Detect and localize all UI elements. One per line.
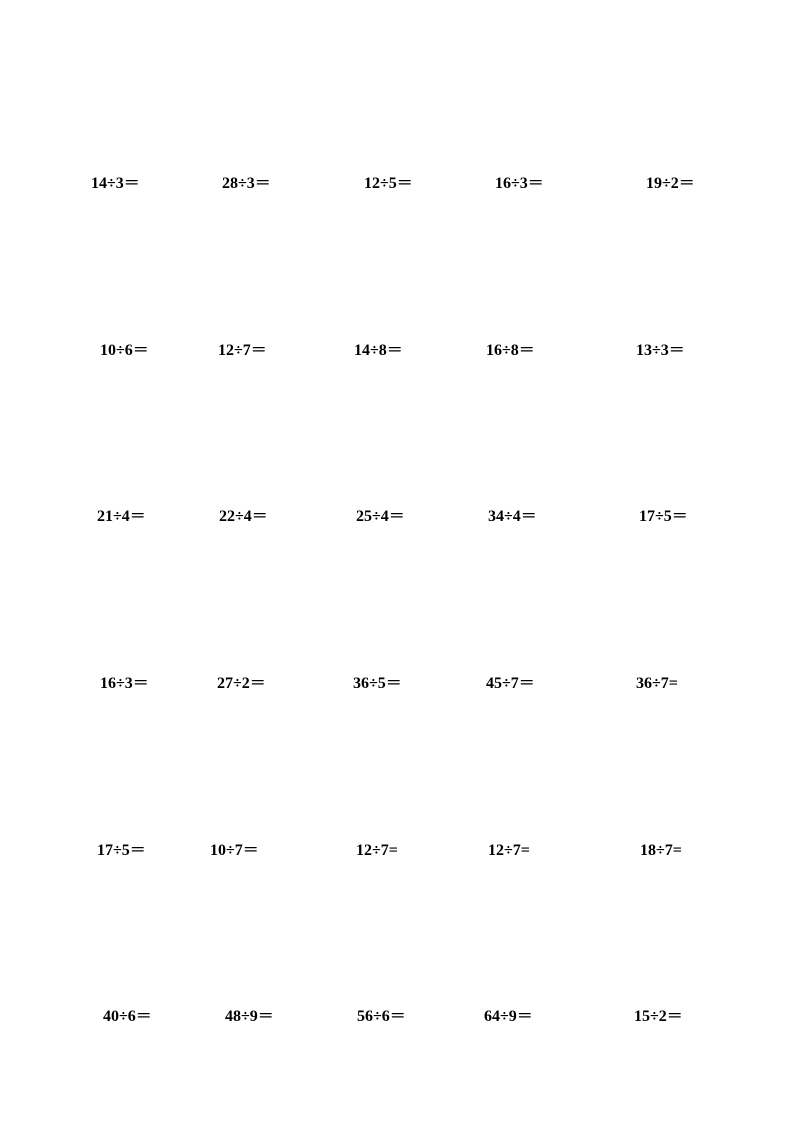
problem-r5-c1: 17÷5＝ xyxy=(97,842,146,859)
problem-r4-c2: 27÷2＝ xyxy=(217,675,266,692)
problem-r6-c3: 56÷6＝ xyxy=(357,1008,406,1025)
problem-r2-c5: 13÷3＝ xyxy=(636,342,685,359)
problem-r2-c3: 14÷8＝ xyxy=(354,342,403,359)
problem-r4-c5: 36÷7= xyxy=(636,675,678,692)
problem-r2-c4: 16÷8＝ xyxy=(486,342,535,359)
problem-r1-c5: 19÷2＝ xyxy=(646,175,695,192)
problem-r2-c1: 10÷6＝ xyxy=(100,342,149,359)
problem-r5-c5: 18÷7= xyxy=(640,842,682,859)
problem-r1-c2: 28÷3＝ xyxy=(222,175,271,192)
problem-r5-c2: 10÷7＝ xyxy=(210,842,259,859)
problem-r5-c4: 12÷7= xyxy=(488,842,530,859)
problem-r3-c1: 21÷4＝ xyxy=(97,508,146,525)
problem-r6-c4: 64÷9＝ xyxy=(484,1008,533,1025)
problem-r3-c5: 17÷5＝ xyxy=(639,508,688,525)
problem-r6-c5: 15÷2＝ xyxy=(634,1008,683,1025)
problem-r4-c4: 45÷7＝ xyxy=(486,675,535,692)
problem-r6-c1: 40÷6＝ xyxy=(103,1008,152,1025)
problem-r4-c1: 16÷3＝ xyxy=(100,675,149,692)
problem-r4-c3: 36÷5＝ xyxy=(353,675,402,692)
problem-r6-c2: 48÷9＝ xyxy=(225,1008,274,1025)
problem-r2-c2: 12÷7＝ xyxy=(218,342,267,359)
problem-r3-c2: 22÷4＝ xyxy=(219,508,268,525)
problem-r1-c1: 14÷3＝ xyxy=(91,175,140,192)
problem-r5-c3: 12÷7= xyxy=(356,842,398,859)
problem-r3-c3: 25÷4＝ xyxy=(356,508,405,525)
problem-r1-c3: 12÷5＝ xyxy=(364,175,413,192)
problem-r1-c4: 16÷3＝ xyxy=(495,175,544,192)
problem-r3-c4: 34÷4＝ xyxy=(488,508,537,525)
